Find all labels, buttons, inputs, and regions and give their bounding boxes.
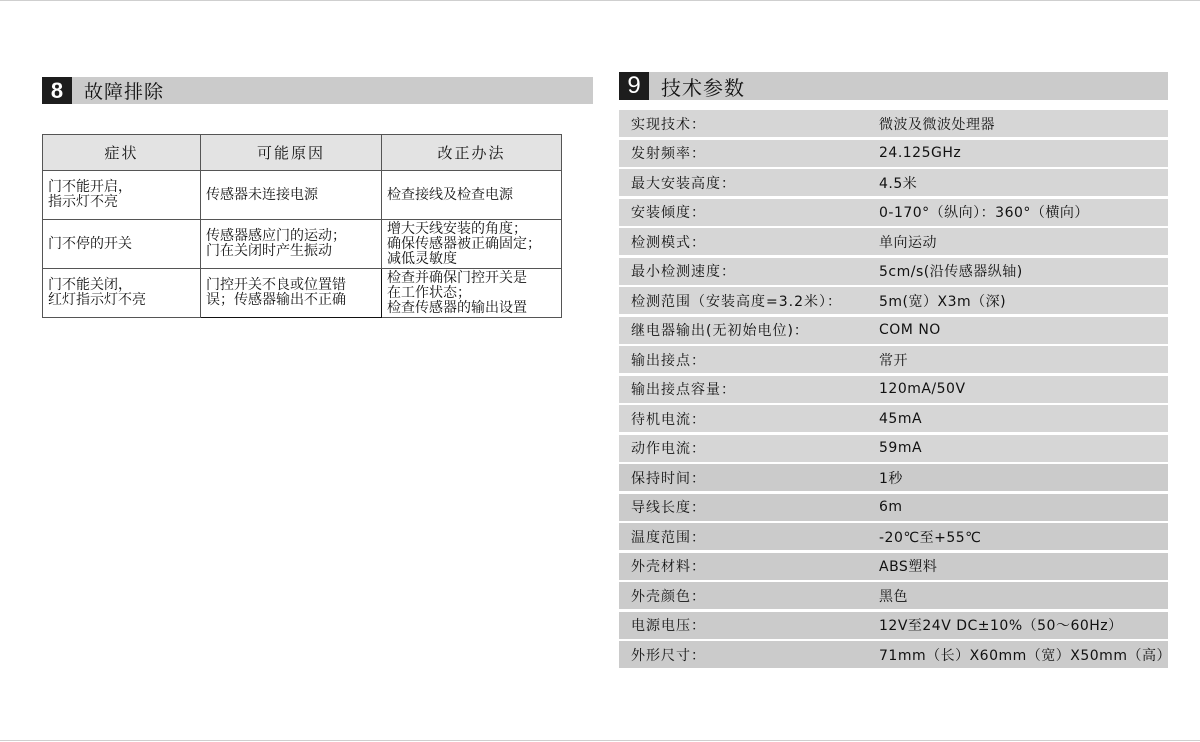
table-row — [43, 220, 562, 269]
cause-cell: 门控开关不良或位置错 误；传感器输出不正确 — [201, 269, 382, 318]
section-8-header — [42, 77, 593, 104]
spec-label: 输出接点容量： — [631, 382, 736, 398]
spec-value: 6m — [879, 499, 903, 515]
section-8-number: 8 — [42, 77, 72, 104]
spec-value: 120mA/50V — [879, 381, 966, 397]
table-header-row — [43, 135, 562, 171]
section-9-number: 9 — [619, 72, 649, 100]
spec-row — [619, 317, 1168, 344]
spec-row — [619, 287, 1168, 314]
spec-row — [619, 169, 1168, 196]
spec-row — [619, 199, 1168, 226]
header-symptom: 症状 — [43, 135, 201, 171]
symptom-cell: 门不能关闭， 红灯指示灯不亮 — [43, 269, 201, 318]
spec-label: 检测范围（安装高度=3.2米）： — [631, 293, 842, 310]
table-row — [43, 269, 562, 318]
top-rule — [0, 0, 1200, 1]
spec-row — [619, 405, 1168, 432]
spec-label: 继电器输出(无初始电位)： — [631, 323, 809, 339]
spec-label: 动作电流： — [631, 441, 706, 457]
spec-row — [619, 346, 1168, 373]
section-9-header — [619, 72, 1168, 100]
spec-row — [619, 435, 1168, 462]
spec-row — [619, 641, 1171, 668]
spec-label: 发射频率： — [631, 146, 706, 162]
spec-row — [619, 494, 1168, 521]
spec-label: 最大安装高度： — [631, 175, 736, 192]
spec-value: 24.125GHz — [879, 145, 962, 161]
spec-label: 外形尺寸： — [631, 647, 706, 664]
remedy-cell: 检查接线及检查电源 — [382, 171, 562, 220]
section-8-title: 故障排除 — [84, 81, 165, 103]
spec-label: 实现技术： — [631, 116, 706, 133]
spec-label: 待机电流： — [631, 411, 706, 428]
spec-label: 输出接点： — [631, 352, 706, 369]
cause-cell: 传感器感应门的运动； 门在关闭时产生振动 — [201, 220, 382, 269]
spec-row — [619, 612, 1168, 639]
spec-value: 5m(宽）X3m（深) — [879, 293, 1007, 310]
spec-value: 45mA — [879, 410, 923, 427]
spec-label: 电源电压： — [631, 618, 706, 634]
spec-label: 温度范围： — [631, 529, 706, 546]
troubleshooting-table — [42, 134, 562, 318]
spec-row — [619, 140, 1168, 167]
spec-row — [619, 376, 1168, 403]
spec-row — [619, 523, 1168, 550]
header-remedy: 改正办法 — [382, 135, 562, 171]
spec-value: 单向运动 — [879, 234, 937, 251]
tech-specs-list — [619, 110, 1171, 671]
spec-value: 微波及微波处理器 — [879, 116, 995, 133]
spec-label: 保持时间： — [631, 470, 706, 487]
spec-row — [619, 258, 1168, 285]
spec-value: 0-170°（纵向）：360°（横向） — [879, 205, 1089, 221]
spec-value: 1秒 — [879, 470, 903, 487]
spec-value: 4.5米 — [879, 175, 918, 192]
spec-label: 外壳材料： — [631, 559, 706, 575]
spec-value: -20℃至+55℃ — [879, 529, 982, 546]
spec-value: COM NO — [879, 322, 941, 338]
spec-value: 常开 — [879, 352, 908, 369]
spec-row — [619, 228, 1168, 255]
spec-value: 59mA — [879, 440, 923, 456]
spec-label: 最小检测速度： — [631, 264, 736, 280]
spec-label: 安装倾度： — [631, 205, 706, 221]
spec-value: 71mm（长）X60mm（宽）X50mm（高） — [879, 647, 1171, 664]
symptom-cell: 门不停的开关 — [43, 220, 201, 269]
table-row — [43, 171, 562, 220]
spec-row — [619, 553, 1168, 580]
remedy-cell: 增大天线安装的角度； 确保传感器被正确固定； 减低灵敏度 — [382, 220, 562, 269]
spec-label: 外壳颜色： — [631, 588, 706, 605]
spec-value: 黑色 — [879, 588, 908, 605]
bottom-rule — [0, 740, 1200, 741]
spec-value: 5cm/s(沿传感器纵轴) — [879, 264, 1023, 280]
header-cause: 可能原因 — [201, 135, 382, 171]
symptom-cell: 门不能开启， 指示灯不亮 — [43, 171, 201, 220]
spec-row — [619, 464, 1168, 491]
cause-cell: 传感器未连接电源 — [201, 171, 382, 220]
remedy-cell: 检查并确保门控开关是 在工作状态； 检查传感器的输出设置 — [382, 269, 562, 318]
section-9-title: 技术参数 — [661, 75, 745, 100]
spec-label: 检测模式： — [631, 234, 706, 251]
spec-value: 12V至24V DC±10%（50～60Hz） — [879, 618, 1123, 634]
spec-value: ABS塑料 — [879, 559, 938, 575]
spec-row — [619, 110, 1168, 137]
spec-row — [619, 582, 1168, 609]
spec-label: 导线长度： — [631, 500, 706, 516]
